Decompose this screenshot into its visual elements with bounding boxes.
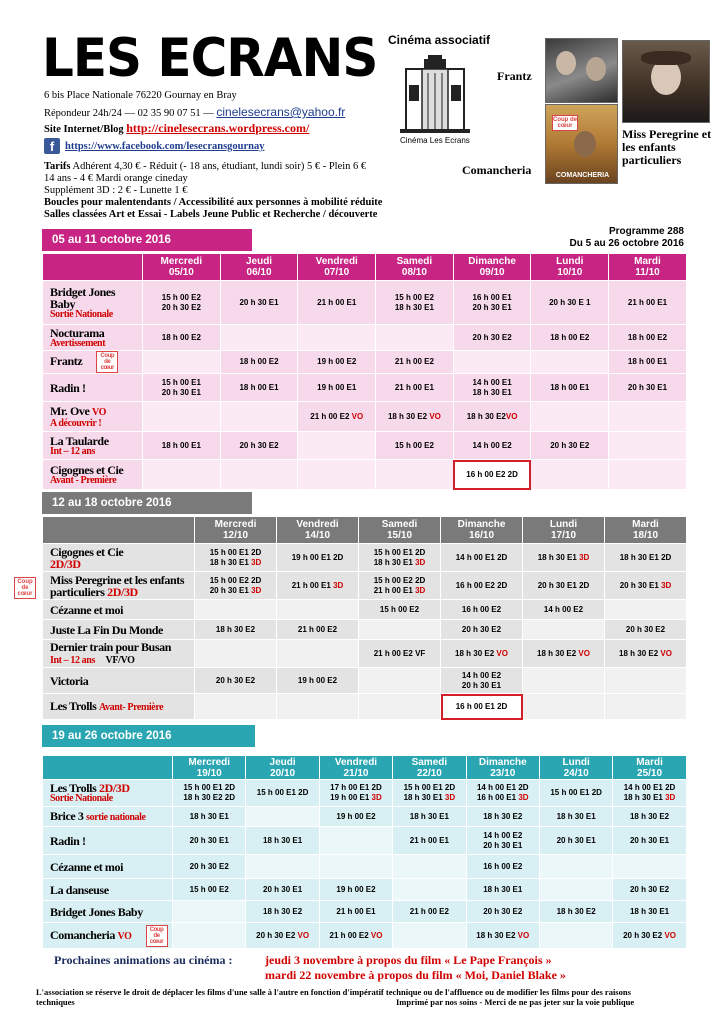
schedule-row: [43, 572, 687, 600]
showtime: 21 h 00 E1: [393, 827, 466, 855]
next-event-2: mardi 22 novembre à propos du film « Moi, Daniel Blake »: [265, 968, 566, 982]
schedule-row: [43, 807, 687, 827]
address: 6 bis Place Nationale 76220 Gournay en Bray: [44, 90, 237, 101]
week1-table: [42, 253, 687, 490]
schedule-row: [43, 780, 687, 807]
film-title: Miss Peregrine et les enfants particuliers 2D/3D: [43, 572, 195, 600]
footer-disclaimer: L'association se réserve le droit de déplacer les films d'une salle à l'autre en fonction d'impératif technique ou de l'affluence ou de modifier les films pour des raisons: [36, 987, 631, 997]
showtime: 20 h 30 E1: [609, 374, 687, 402]
showtime: 15 h 00 E2 18 h 30 E1: [376, 281, 454, 325]
showtime: 18 h 30 E2VO: [453, 402, 531, 432]
tarifs-2: 14 ans - 4 € Mardi orange cineday: [44, 173, 188, 184]
showtime: [539, 879, 612, 901]
showtime: [298, 325, 376, 351]
film-title: La danseuse: [43, 879, 173, 901]
film-title: Cigognes et Cie 2D/3D: [43, 544, 195, 572]
showtime: [359, 694, 441, 720]
week3-day: Dimanche 23/10: [466, 756, 539, 780]
showtime: 18 h 30 E1: [173, 807, 246, 827]
schedule-row: [43, 281, 687, 325]
showtime: 20 h 30 E1: [220, 281, 298, 325]
site-label: Site Internet/Blog: [44, 124, 124, 135]
showtime: [298, 460, 376, 490]
showtime: 18 h 30 E2: [539, 901, 612, 923]
showtime: [393, 923, 466, 949]
schedule-row: [43, 351, 687, 374]
showtime: 20 h 30 E2 VO: [246, 923, 319, 949]
showtime: 14 h 00 E1 2D 18 h 30 E1 3D: [613, 780, 686, 807]
schedule-row: [43, 855, 687, 879]
film-title: Cézanne et moi: [43, 600, 195, 620]
next-events-label: Prochaines animations au cinéma :: [54, 953, 233, 967]
schedule-row: [43, 620, 687, 640]
showtime: [220, 325, 298, 351]
facebook-link[interactable]: https://www.facebook.com/lesecransgournay: [65, 141, 265, 152]
showtime: 15 h 00 E1 2D 18 h 30 E2 2D: [173, 780, 246, 807]
showtime: [376, 325, 454, 351]
showtime: 21 h 00 E1 3D: [277, 572, 359, 600]
showtime: 18 h 30 E2: [195, 620, 277, 640]
showtime: [220, 402, 298, 432]
showtime: [143, 460, 221, 490]
showtime: 18 h 30 E2: [246, 901, 319, 923]
showtime: [609, 402, 687, 432]
showtime: 19 h 00 E2: [298, 351, 376, 374]
showtime: [195, 640, 277, 668]
week3-day: Samedi 22/10: [393, 756, 466, 780]
showtime: [246, 807, 319, 827]
showtime: 14 h 00 E2 20 h 30 E1: [441, 668, 523, 694]
showtime: 18 h 30 E2 VO: [523, 640, 605, 668]
showtime: 18 h 30 E2: [466, 807, 539, 827]
showtime: 21 h 00 E2: [376, 351, 454, 374]
footer-printed: Imprimé par nos soins - Merci de ne pas jeter sur la voie publique: [396, 997, 635, 1007]
footer-techniques: techniques: [36, 997, 75, 1007]
film-title: Les Trolls Avant- Première: [43, 694, 195, 720]
showtime: 14 h 00 E2 20 h 30 E1: [466, 827, 539, 855]
showtime: [605, 668, 687, 694]
next-event-1: jeudi 3 novembre à propos du film « Le Pape François »: [265, 953, 552, 967]
week3-header: 19 au 26 octobre 2016: [42, 725, 255, 747]
showtime: 18 h 00 E2: [220, 351, 298, 374]
showtime: 18 h 00 E2: [143, 325, 221, 351]
showtime: 21 h 00 E1: [609, 281, 687, 325]
showtime: 21 h 00 E1: [376, 374, 454, 402]
showtime: 20 h 30 E2: [173, 855, 246, 879]
week2-day: Vendredi 14/10: [277, 517, 359, 544]
week3-day: Mercredi 19/10: [173, 756, 246, 780]
schedule-row: [43, 460, 687, 490]
phone: Répondeur 24h/24 — 02 35 90 07 51 —: [44, 108, 214, 119]
film-title: La Taularde Int – 12 ans: [43, 432, 143, 460]
supplement: Supplément 3D : 2 € - Lunette 1 €: [44, 185, 188, 196]
showtime: 19 h 00 E2: [319, 879, 392, 901]
film-title: Radin !: [43, 374, 143, 402]
schedule-row: [43, 694, 687, 720]
showtime: 18 h 30 E1: [393, 807, 466, 827]
showtime: 14 h 00 E1 2D: [441, 544, 523, 572]
showtime: 18 h 30 E2 VO: [466, 923, 539, 949]
showtime: [143, 351, 221, 374]
showtime: 20 h 30 E2: [613, 879, 686, 901]
showtime: 18 h 30 E2: [613, 807, 686, 827]
showtime: 20 h 30 E2: [220, 432, 298, 460]
showtime: 21 h 00 E2: [393, 901, 466, 923]
avant-premiere-showtime: 16 h 00 E1 2D: [441, 694, 523, 720]
showtime: 20 h 30 E2 VO: [613, 923, 686, 949]
film-title: Bridget Jones Baby Sortie Nationale: [43, 281, 143, 325]
cinema-building-icon: [400, 55, 470, 147]
showtime: [143, 402, 221, 432]
showtime: 15 h 00 E1 2D 18 h 30 E1 3D: [393, 780, 466, 807]
week3-day: Jeudi 20/10: [246, 756, 319, 780]
week1-day: Mercredi 05/10: [143, 254, 221, 281]
programme-dates: Du 5 au 26 octobre 2016: [569, 238, 684, 249]
showtime: 18 h 30 E1 3D: [523, 544, 605, 572]
schedule-row: [43, 325, 687, 351]
week3-day: Lundi 24/10: [539, 756, 612, 780]
week2-day-row: [43, 517, 687, 544]
week1-day-row: [43, 254, 687, 281]
showtime: 20 h 30 E2: [195, 668, 277, 694]
facebook-icon[interactable]: f: [44, 138, 60, 154]
showtime: [319, 855, 392, 879]
showtime: 15 h 00 E2: [359, 600, 441, 620]
showtime: 20 h 30 E1: [246, 879, 319, 901]
week1-corner: [43, 254, 143, 281]
showtime: 18 h 30 E1: [539, 807, 612, 827]
week2-day: Samedi 15/10: [359, 517, 441, 544]
showtime: 20 h 30 E2: [453, 325, 531, 351]
week3-day: Mardi 25/10: [613, 756, 686, 780]
showtime: 18 h 00 E1: [143, 432, 221, 460]
showtime: [298, 432, 376, 460]
showtime: [319, 827, 392, 855]
film-title: Brice 3 sortie nationale: [43, 807, 173, 827]
site-link[interactable]: http://cinelesecrans.wordpress.com/: [126, 121, 310, 135]
avant-premiere-showtime: 16 h 00 E2 2D: [453, 460, 531, 490]
showtime: 20 h 30 E1: [539, 827, 612, 855]
showtime: [195, 600, 277, 620]
subtitle: Cinéma associatif: [388, 33, 491, 47]
miss-peregrine-poster-image: [622, 40, 710, 123]
week2-header: 12 au 18 octobre 2016: [42, 492, 252, 514]
schedule-row: [43, 640, 687, 668]
showtime: [376, 460, 454, 490]
schedule-row: [43, 600, 687, 620]
showtime: 20 h 30 E2: [441, 620, 523, 640]
showtime: 20 h 30 E1 2D: [523, 572, 605, 600]
showtime: 21 h 00 E2 VO: [298, 402, 376, 432]
showtime: 18 h 30 E1 2D: [605, 544, 687, 572]
week2-day: Dimanche 16/10: [441, 517, 523, 544]
showtime: 18 h 00 E2: [609, 325, 687, 351]
showtime: [609, 432, 687, 460]
film-title: Nocturama Avertissement: [43, 325, 143, 351]
week1-day: Vendredi 07/10: [298, 254, 376, 281]
week1-header: 05 au 11 octobre 2016: [42, 229, 252, 251]
showtime: 14 h 00 E2: [453, 432, 531, 460]
coup-de-coeur-badge: Coup de cœur: [14, 577, 36, 599]
showtime: 18 h 30 E2 VO: [441, 640, 523, 668]
week2-day: Mercredi 12/10: [195, 517, 277, 544]
showtime: 15 h 00 E2: [376, 432, 454, 460]
showtime: [613, 855, 686, 879]
film-title: Victoria: [43, 668, 195, 694]
showtime: 18 h 30 E2 VO: [605, 640, 687, 668]
showtime: [539, 855, 612, 879]
phone-line: [44, 106, 345, 120]
week1-day: Mardi 11/10: [609, 254, 687, 281]
showtime: 20 h 30 E1: [173, 827, 246, 855]
film-title: Comancheria VOCoup de cœur: [43, 923, 173, 949]
showtime: 19 h 00 E2: [277, 668, 359, 694]
showtime: [539, 923, 612, 949]
film-title: Dernier train pour Busan Int – 12 ans VF/VO: [43, 640, 195, 668]
showtime: 16 h 00 E2: [466, 855, 539, 879]
showtime: 18 h 00 E1: [609, 351, 687, 374]
week1-day: Lundi 10/10: [531, 254, 609, 281]
showtime: 21 h 00 E2: [277, 620, 359, 640]
showtime: [173, 923, 246, 949]
showtime: 18 h 00 E2: [531, 325, 609, 351]
week2-table: [42, 516, 687, 720]
showtime: [531, 402, 609, 432]
coup-de-coeur-badge: Coup de cœur: [146, 925, 168, 947]
week2-corner: [43, 517, 195, 544]
coup-de-coeur-badge: Coup de cœur: [553, 117, 577, 129]
poster-label-comancheria: Comancheria: [462, 163, 532, 177]
schedule-row: [43, 879, 687, 901]
showtime: [531, 351, 609, 374]
week3-corner: [43, 756, 173, 780]
showtime: 21 h 00 E2 VF: [359, 640, 441, 668]
schedule-row: [43, 901, 687, 923]
showtime: [523, 668, 605, 694]
film-title: Juste La Fin Du Monde: [43, 620, 195, 640]
schedule-row: [43, 432, 687, 460]
showtime: [359, 620, 441, 640]
week1-day: Samedi 08/10: [376, 254, 454, 281]
comancheria-poster-title: COMANCHERIA: [555, 172, 610, 179]
showtime: 15 h 00 E1 2D 18 h 30 E1 3D: [195, 544, 277, 572]
showtime: [246, 855, 319, 879]
schedule-row: [43, 668, 687, 694]
schedule-row: [43, 827, 687, 855]
film-title: Les Trolls 2D/3D Sortie Nationale: [43, 780, 173, 807]
email-link[interactable]: cinelesecrans@yahoo.fr: [216, 105, 346, 119]
showtime: [605, 600, 687, 620]
film-title: Cigognes et Cie Avant - Première: [43, 460, 143, 490]
showtime: [523, 694, 605, 720]
showtime: 19 h 00 E1: [298, 374, 376, 402]
showtime: [220, 460, 298, 490]
week1-day: Jeudi 06/10: [220, 254, 298, 281]
showtime: [277, 694, 359, 720]
showtime: 15 h 00 E1 2D: [246, 780, 319, 807]
schedule-row: [43, 402, 687, 432]
showtime: 17 h 00 E1 2D 19 h 00 E1 3D: [319, 780, 392, 807]
tarifs-text: Adhérent 4,30 € - Réduit (- 18 ans, étudiant, lundi soir) 5 € - Plein 6 €: [72, 161, 367, 172]
showtime: 21 h 00 E1: [319, 901, 392, 923]
film-title: Cézanne et moi: [43, 855, 173, 879]
showtime: [393, 855, 466, 879]
showtime: 16 h 00 E1 20 h 30 E1: [453, 281, 531, 325]
site-line: [44, 122, 309, 136]
programme-number: Programme 288: [608, 226, 684, 237]
showtime: 18 h 30 E1: [613, 901, 686, 923]
accessibility: Boucles pour malentendants / Accessibilité aux personnes à mobilité réduite: [44, 197, 383, 208]
showtime: 15 h 00 E2 2D 21 h 00 E1 3D: [359, 572, 441, 600]
showtime: 20 h 30 E1: [613, 827, 686, 855]
showtime: [173, 901, 246, 923]
week3-table: [42, 755, 687, 949]
showtime: [393, 879, 466, 901]
showtime: 14 h 00 E2: [523, 600, 605, 620]
showtime: 15 h 00 E2 20 h 30 E2: [143, 281, 221, 325]
programme-info: [570, 226, 685, 250]
showtime: 19 h 00 E1 2D: [277, 544, 359, 572]
week3-day-row: [43, 756, 687, 780]
showtime: [523, 620, 605, 640]
showtime: [453, 351, 531, 374]
showtime: 18 h 30 E2 VO: [376, 402, 454, 432]
tarifs-label: Tarifs: [44, 161, 71, 172]
comancheria-poster-image: [545, 104, 618, 184]
showtime: 15 h 00 E1 2D: [539, 780, 612, 807]
week1-day: Dimanche 09/10: [453, 254, 531, 281]
cinema-logo: LES ECRANS: [42, 27, 378, 89]
poster-label-miss-peregrine: Miss Peregrine et les enfants particuliers: [622, 127, 712, 167]
showtime: [359, 668, 441, 694]
showtime: 18 h 30 E1: [466, 879, 539, 901]
film-title: Mr. Ove VO A découvrir !: [43, 402, 143, 432]
showtime: 16 h 00 E2 2D: [441, 572, 523, 600]
week2-day: Mardi 18/10: [605, 517, 687, 544]
showtime: 20 h 30 E 1: [531, 281, 609, 325]
showtime: [531, 460, 609, 490]
building-caption: Cinéma Les Ecrans: [400, 136, 470, 145]
schedule-row: [43, 544, 687, 572]
film-title: Bridget Jones Baby: [43, 901, 173, 923]
film-title: Radin !: [43, 827, 173, 855]
film-title: Frantz Coup de cœur: [43, 351, 143, 374]
coup-de-coeur-badge: Coup de cœur: [96, 351, 118, 373]
showtime: 20 h 30 E2: [466, 901, 539, 923]
frantz-poster-image: [545, 38, 618, 103]
showtime: [605, 694, 687, 720]
showtime: 15 h 00 E1 2D 18 h 30 E1 3D: [359, 544, 441, 572]
showtime: 16 h 00 E2: [441, 600, 523, 620]
showtime: 21 h 00 E1: [298, 281, 376, 325]
schedule-row: [43, 374, 687, 402]
schedule-row: [43, 923, 687, 949]
showtime: 20 h 30 E2: [605, 620, 687, 640]
showtime: 14 h 00 E1 2D 16 h 00 E1 3D: [466, 780, 539, 807]
showtime: 18 h 30 E1: [246, 827, 319, 855]
showtime: 15 h 00 E1 20 h 30 E1: [143, 374, 221, 402]
showtime: 20 h 30 E1 3D: [605, 572, 687, 600]
week2-day: Lundi 17/10: [523, 517, 605, 544]
showtime: [277, 640, 359, 668]
showtime: 20 h 30 E2: [531, 432, 609, 460]
showtime: [195, 694, 277, 720]
showtime: 15 h 00 E2 2D 20 h 30 E1 3D: [195, 572, 277, 600]
showtime: 18 h 00 E1: [531, 374, 609, 402]
showtime: 15 h 00 E2: [173, 879, 246, 901]
week3-day: Vendredi 21/10: [319, 756, 392, 780]
showtime: [609, 460, 687, 490]
poster-label-frantz: Frantz: [497, 69, 532, 83]
labels: Salles classées Art et Essai - Labels Jeune Public et Recherche / découverte: [44, 209, 378, 220]
showtime: 14 h 00 E1 18 h 30 E1: [453, 374, 531, 402]
showtime: 21 h 00 E2 VO: [319, 923, 392, 949]
showtime: 19 h 00 E2: [319, 807, 392, 827]
showtime: 18 h 00 E1: [220, 374, 298, 402]
showtime: [277, 600, 359, 620]
